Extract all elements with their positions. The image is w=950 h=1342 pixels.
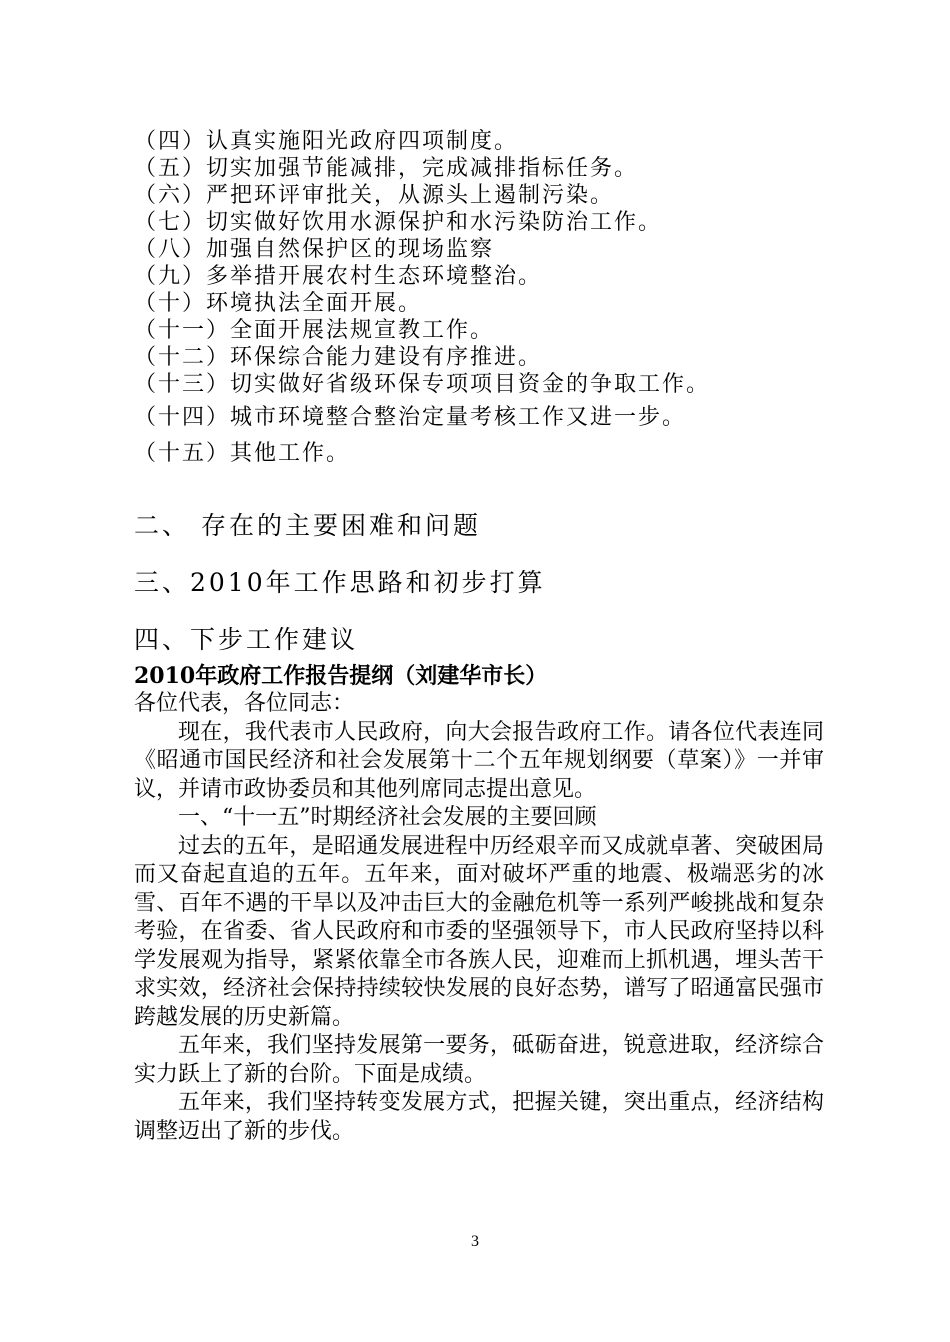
list-item: （九）多举措开展农村生态环境整治。 [134,264,543,289]
salutation: 各位代表，各位同志： [134,691,355,716]
page-number: 3 [471,1233,479,1250]
heading-problems: 二、 存在的主要困难和问题 [134,511,481,540]
list-item: （五）切实加强节能减排，完成减排指标任务。 [134,156,639,181]
list-item: （四）认真实施阳光政府四项制度。 [134,129,519,154]
list-item: （十）环境执法全面开展。 [134,291,423,316]
heading-plan-2010: 三、2010年工作思路和初步打算 [134,568,546,597]
section-heading: 一、“十一五”时期经济社会发展的主要回顾 [178,805,597,830]
list-item: （十一）全面开展法规宣教工作。 [134,318,495,343]
paragraph: 现在，我代表市人民政府，向大会报告政府工作。请各位代表连同《昭通市国民经济和社会发展第十二个五年规划纲要（草案）》一并审议，并请市政协委员和其他列席同志提出意见。 [134,719,824,802]
paragraph: 五年来，我们坚持转变发展方式，把握关键，突出重点，经济结构调整迈出了新的步伐。 [134,1090,824,1144]
list-item: （十二）环保综合能力建设有序推进。 [134,345,543,370]
list-item: （七）切实做好饮用水源保护和水污染防治工作。 [134,210,663,235]
list-item: （十五）其他工作。 [134,441,351,466]
report-outline [134,662,824,1146]
list-item: （八）加强自然保护区的现场监察 [134,237,495,262]
paragraph: 五年来，我们坚持发展第一要务，砥砺奋进，锐意进取，经济综合实力跃上了新的台阶。下面是成绩。 [134,1033,824,1087]
heading-suggestions: 四、下步工作建议 [134,625,359,654]
list-item: （十四）城市环境整合整治定量考核工作又进一步。 [134,405,687,430]
work-items-list [134,128,834,470]
report-title: 2010年政府工作报告提纲（刘建华市长） [134,663,548,689]
paragraph: 过去的五年，是昭通发展进程中历经艰辛而又成就卓著、突破困局而又奋起直追的五年。五年来，面对破坏严重的地震、极端恶劣的冰雪、百年不遇的干旱以及冲击巨大的金融危机等一系列严峻挑战和复杂考验，在省委、省人民政府和市委的坚强领导下，市人民政府坚持以科学发展观为指导，紧紧依靠全市各族人民，迎难而上抓机遇，埋头苦干求实效，经济社会保持持续较快发展的良好态势，谱写了昭通富民强市跨越发展的历史新篇。 [134,833,824,1030]
list-item: （十三）切实做好省级环保专项项目资金的争取工作。 [134,372,711,397]
list-item: （六）严把环评审批关，从源头上遏制污染。 [134,183,615,208]
